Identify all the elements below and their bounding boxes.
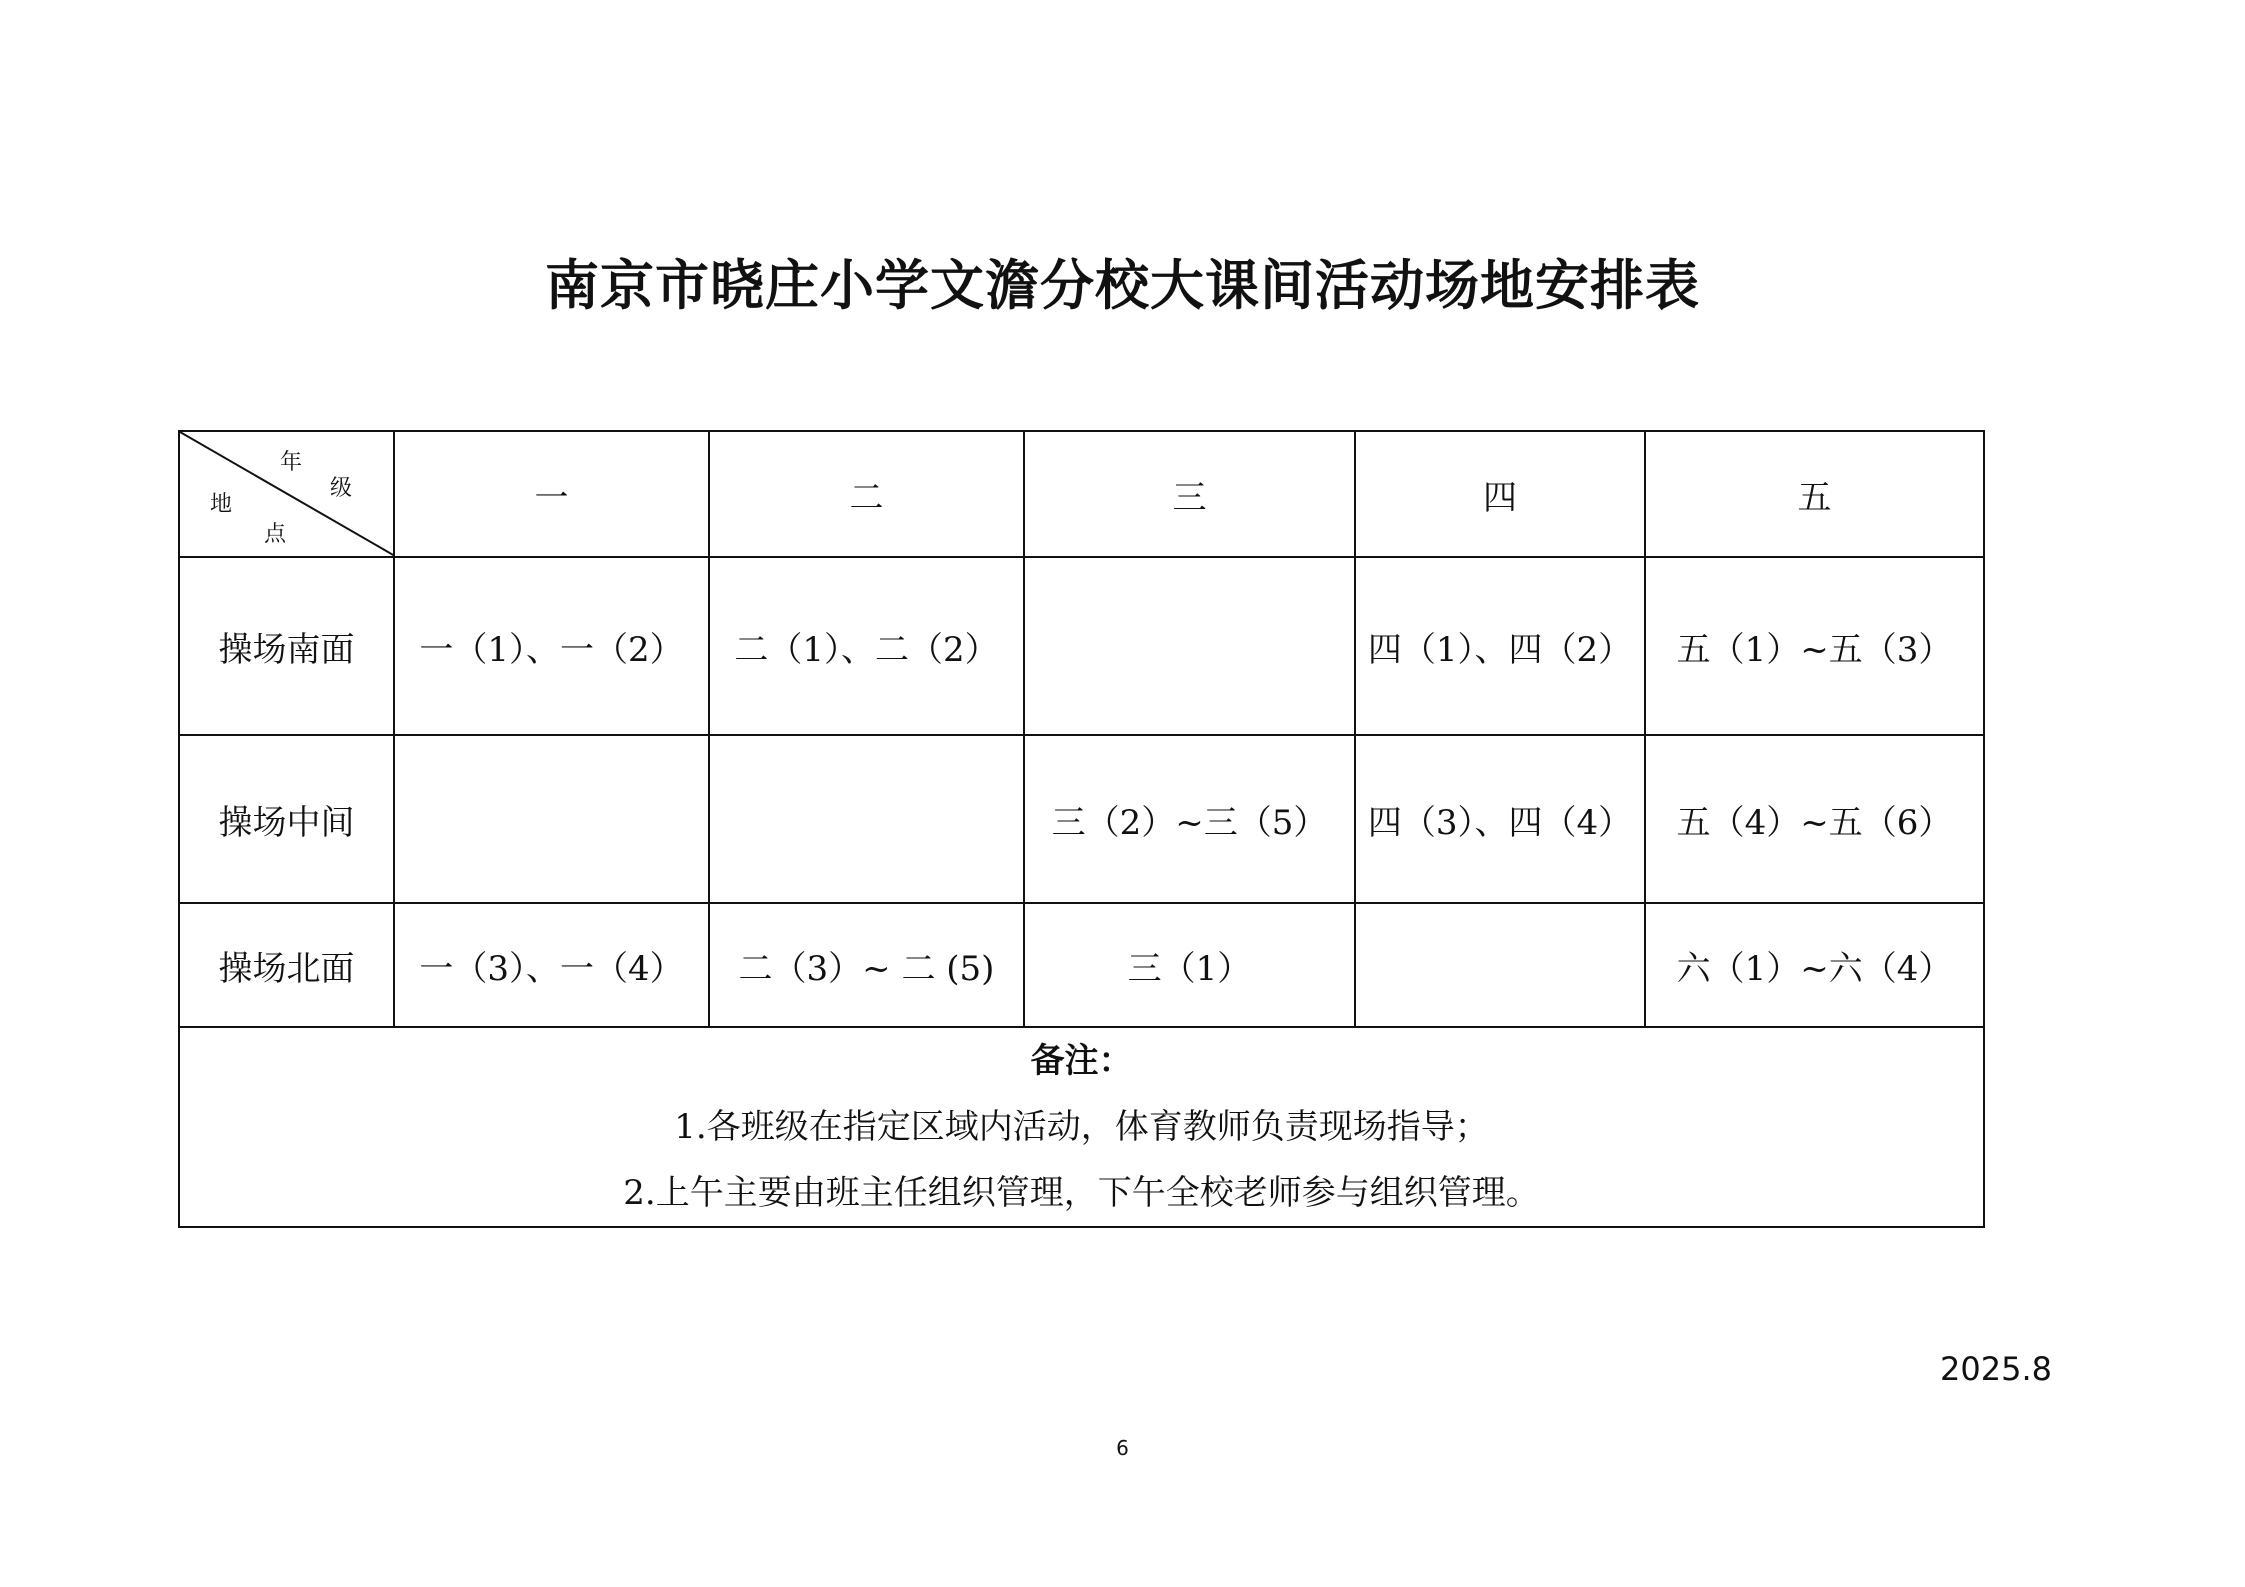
- grade-header-cell: 二: [709, 431, 1024, 557]
- note-item: 2.上午主要由班主任组织管理，下午全校老师参与组织管理。: [623, 1173, 1540, 1213]
- table-row: [179, 903, 1984, 1027]
- class-cell: 二（1）、二（2）: [709, 557, 1024, 735]
- note-item: 1.各班级在指定区域内活动，体育教师负责现场指导；: [674, 1107, 1489, 1147]
- notes-title: 备注：: [1030, 1041, 1133, 1081]
- place-cell: 操场南面: [179, 557, 394, 735]
- class-cell: 一（1）、一（2）: [394, 557, 709, 735]
- grade-header-cell: 一: [394, 431, 709, 557]
- corner-header-cell: [179, 431, 394, 557]
- class-cell: 三（2）~三（5）: [1024, 735, 1355, 903]
- class-cell: [1024, 557, 1355, 735]
- grade-header-cell: 四: [1355, 431, 1645, 557]
- document-date: 2025.8: [1940, 1350, 2052, 1388]
- class-cell: 三（1）: [1024, 903, 1355, 1027]
- grade-header-cell: 五: [1645, 431, 1984, 557]
- notes-row: [179, 1027, 1984, 1227]
- class-cell: 四（1）、四（2）: [1355, 557, 1645, 735]
- page-title: 南京市晓庄小学文澹分校大课间活动场地安排表: [545, 254, 1700, 317]
- class-cell: [394, 735, 709, 903]
- corner-label-dian: 点: [264, 522, 287, 547]
- page-number: 6: [1116, 1436, 1129, 1460]
- schedule-table: [178, 430, 1985, 1228]
- table-row: [179, 735, 1984, 903]
- grade-header-cell: 三: [1024, 431, 1355, 557]
- place-cell: 操场中间: [179, 735, 394, 903]
- class-cell: 四（3）、四（4）: [1355, 735, 1645, 903]
- class-cell: 五（1）~五（3）: [1645, 557, 1984, 735]
- corner-label-di: 地: [210, 492, 233, 517]
- class-cell: 二（3）~ 二 (5): [709, 903, 1024, 1027]
- class-cell: [1355, 903, 1645, 1027]
- class-cell: [709, 735, 1024, 903]
- place-cell: 操场北面: [179, 903, 394, 1027]
- corner-label-ji: 级: [330, 476, 353, 501]
- header-row: [179, 431, 1984, 557]
- class-cell: 六（1）~六（4）: [1645, 903, 1984, 1027]
- table-row: [179, 557, 1984, 735]
- corner-label-nian: 年: [280, 450, 303, 475]
- class-cell: 五（4）~五（6）: [1645, 735, 1984, 903]
- notes-cell: [179, 1027, 1984, 1227]
- class-cell: 一（3）、一（4）: [394, 903, 709, 1027]
